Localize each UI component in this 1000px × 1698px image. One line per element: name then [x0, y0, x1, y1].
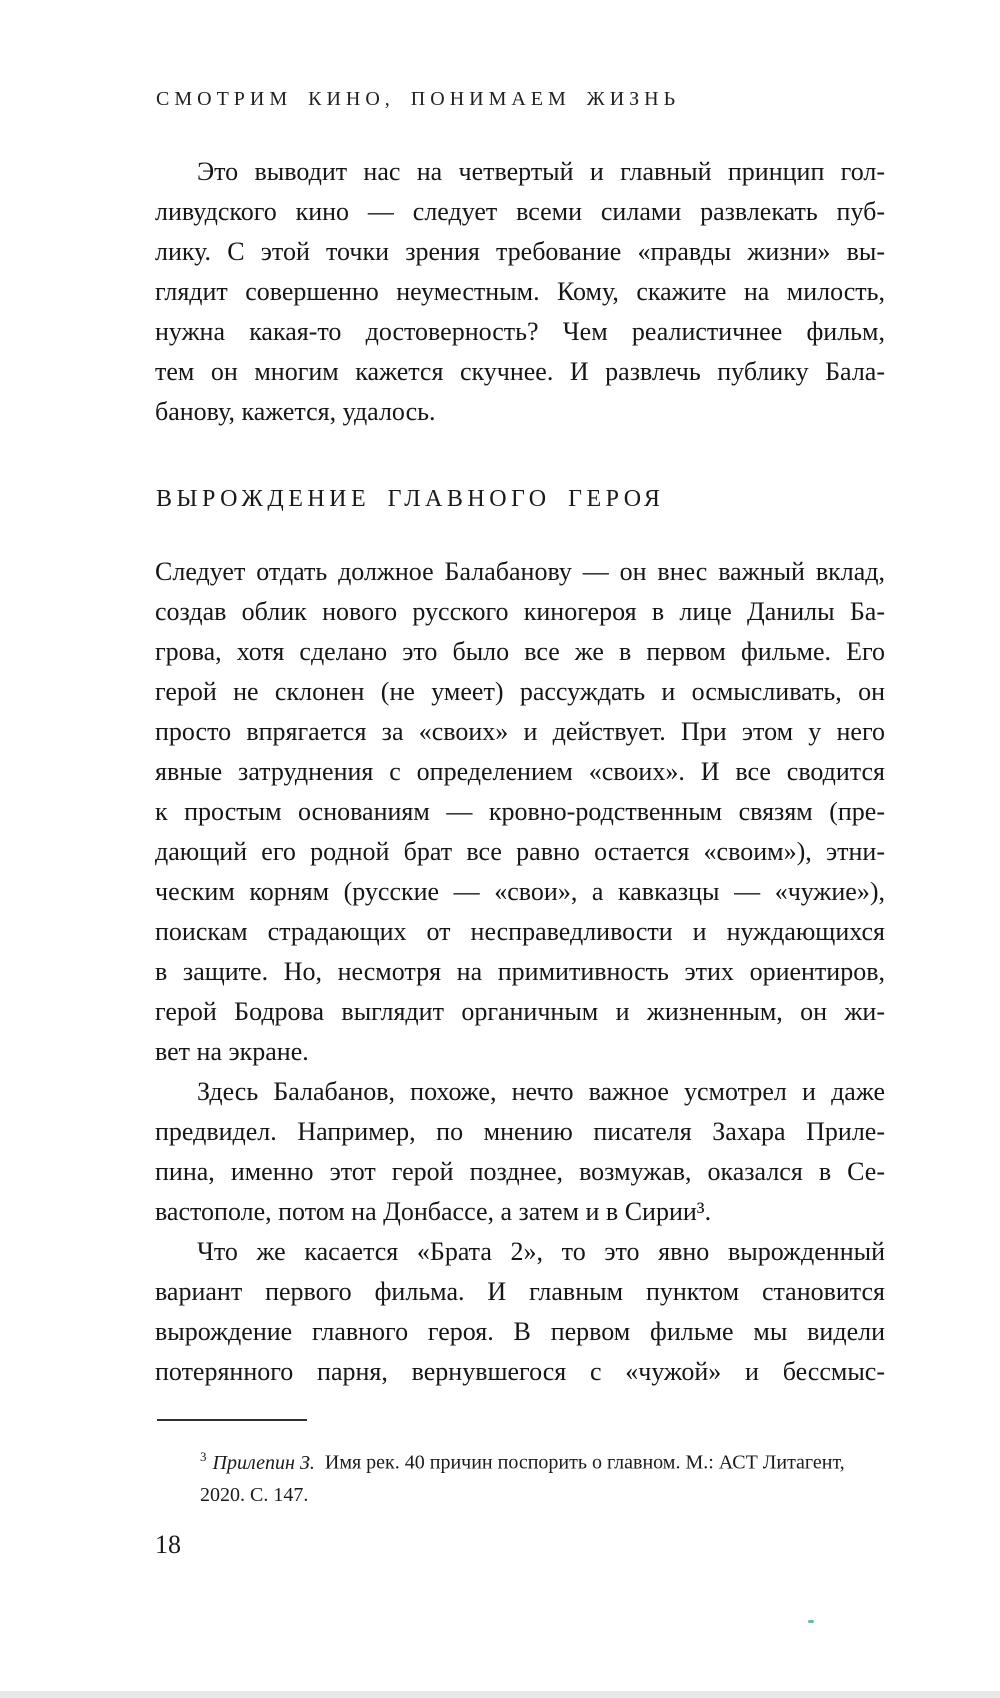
text-line: вырождение главного героя. В первом фильме мы видели — [155, 1317, 885, 1346]
text-line: вариант первого фильма. И главным пунктом становится — [155, 1277, 885, 1306]
text-line: глядит совершенно неуместным. Кому, скажите на милость, — [155, 277, 885, 306]
text-line: пина, именно этот герой позднее, возмужав, оказался в Се- — [155, 1157, 885, 1186]
text-line: потерянного парня, вернувшегося с «чужой» и бессмыс- — [155, 1357, 885, 1386]
text-line: банову, кажется, удалось. — [155, 397, 436, 426]
section-heading: ВЫРОЖДЕНИЕ ГЛАВНОГО ГЕРОЯ — [156, 486, 665, 512]
footnote-line-1 — [155, 1441, 915, 1479]
text-line: явные затруднения с определением «своих». И все сводится — [155, 757, 885, 786]
paragraph-body-2 — [155, 1072, 885, 1232]
text-line: вет на экране. — [155, 1037, 309, 1066]
page-number: 18 — [155, 1530, 181, 1559]
text-line: просто впрягается за «своих» и действует. При этом у него — [155, 717, 885, 746]
text-line: в защите. Но, несмотря на примитивность этих ориентиров, — [155, 957, 885, 986]
text-line: Следует отдать должное Балабанову — он внес важный вклад, — [155, 557, 885, 586]
text-line: Здесь Балабанов, похоже, нечто важное усмотрел и даже — [197, 1077, 885, 1106]
text-line: Что же касается «Брата 2», то это явно вырожденный — [197, 1237, 885, 1266]
paragraph-body-1 — [155, 552, 885, 1072]
text-line: тем он многим кажется скучнее. И развлечь публику Бала- — [155, 357, 885, 386]
text-line: ческим корням (русские — «свои», а кавказцы — «чужие»), — [155, 877, 885, 906]
running-header: СМОТРИМ КИНО, ПОНИМАЕМ ЖИЗНЬ — [156, 88, 681, 110]
text-line: создав облик нового русского киногероя в лице Данилы Ба- — [155, 597, 885, 626]
footnote-author: Прилепин З. — [212, 1451, 315, 1474]
text-line: лику. С этой точки зрения требование «правды жизни» вы- — [155, 237, 885, 266]
page-edge-shadow — [0, 1691, 1000, 1698]
text-line: герой Бодрова выглядит органичным и жизненным, он жи- — [155, 997, 885, 1026]
text-line: нужна какая-то достоверность? Чем реалистичнее фильм, — [155, 317, 885, 346]
text-line: ливудского кино — следует всеми силами развлекать пуб- — [155, 197, 885, 226]
text-line: герой не склонен (не умеет) рассуждать и осмысливать, он — [155, 677, 885, 706]
footnote-marker: 3 — [200, 1449, 207, 1464]
text-line: к простым основаниям — кровно-родственным связям (пре- — [155, 797, 885, 826]
text-line: дающий его родной брат все равно остается «своим»), этни- — [155, 837, 885, 866]
footnote-line-2: 2020. С. 147. — [200, 1483, 309, 1506]
text-line: предвидел. Например, по мнению писателя Захара Приле- — [155, 1117, 885, 1146]
paragraph-body-3 — [155, 1232, 885, 1392]
footnote-divider — [157, 1419, 307, 1421]
text-line: Это выводит нас на четвертый и главный принцип гол- — [197, 157, 885, 186]
text-line: вастополе, потом на Донбассе, а затем и в Сирии³. — [155, 1197, 712, 1226]
footnote-text: Имя рек. 40 причин поспорить о главном. М.: АСТ Литагент, — [324, 1451, 845, 1474]
scan-artifact-dot — [808, 1620, 814, 1623]
paragraph-intro — [155, 152, 885, 432]
text-line: грова, хотя сделано это было все же в первом фильме. Его — [155, 637, 885, 666]
footnote — [155, 1441, 915, 1511]
text-line: поискам страдающих от несправедливости и нуждающихся — [155, 917, 885, 946]
